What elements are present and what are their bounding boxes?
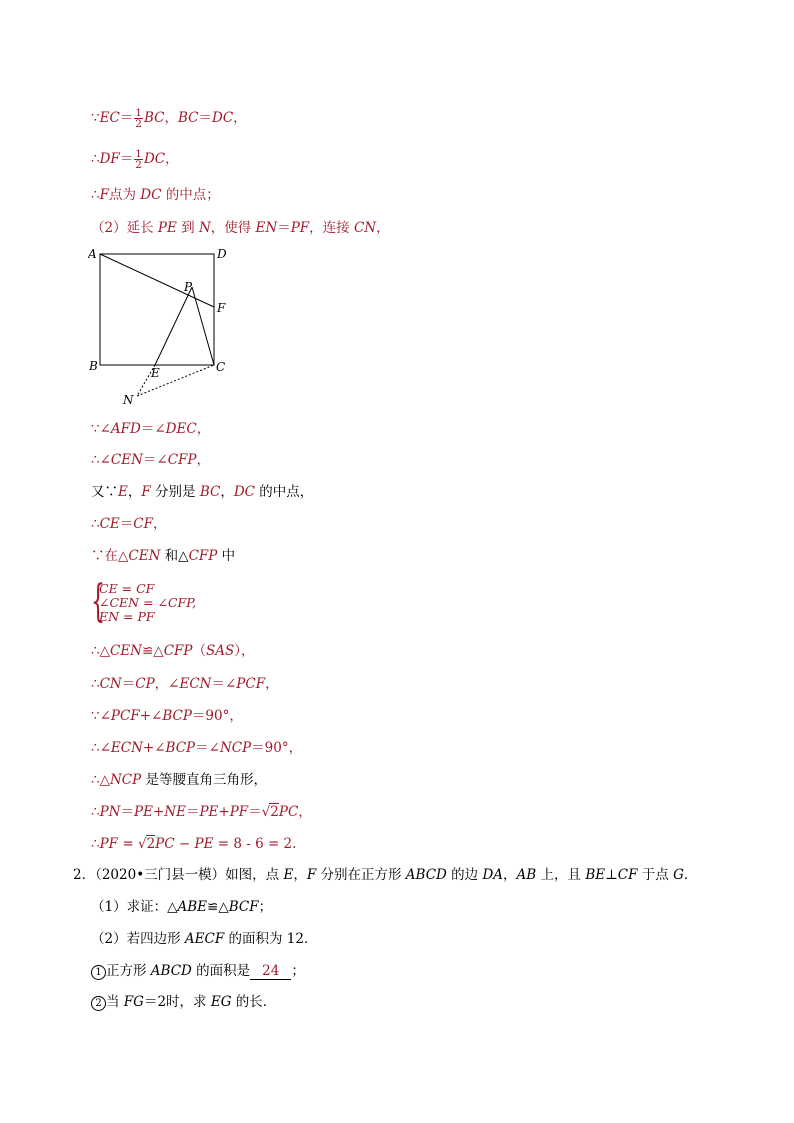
- proof-line-12: ∵∠PCF+∠BCP＝90°，: [91, 708, 243, 724]
- segment-nc-dashed: [137, 365, 214, 396]
- problem-2-subquestion-1: 1 正方形 ABCD 的面积是 24 ；: [91, 963, 305, 980]
- circled-number-2: 2: [91, 996, 106, 1011]
- circled-number-1: 1: [91, 965, 106, 980]
- segment-af: [100, 254, 214, 307]
- proof-line-7: 又∵E，F 分别是 BC，DC 的中点，: [91, 484, 314, 500]
- proof-line-5: ∵∠AFD＝∠DEC，: [91, 421, 211, 437]
- label-c: C: [216, 360, 226, 374]
- proof-line-15: ∴PN＝PE+NE＝PE+PF＝√2PC，: [91, 804, 312, 820]
- problem-2-question-1: （1）求证：△ABE≌△BCF；: [91, 899, 273, 915]
- system-row-2: ∠CEN = ∠CFP,: [99, 595, 197, 610]
- system-row-3: EN = PF: [99, 609, 155, 624]
- problem-2-intro: 2．（2020•三门县一模）如图，点 E，F 分别在正方形 ABCD 的边 DA，AB 上，且 BE⊥CF 于点 G．: [73, 867, 698, 883]
- label-p: P: [184, 280, 193, 294]
- problem-2-question-2: （2）若四边形 AECF 的面积为 12．: [91, 931, 318, 947]
- system-row-1: CE = CF: [99, 581, 155, 596]
- proof-line-2: ∴DF＝ $\frac{1}{2}$ DC，: [91, 148, 179, 171]
- segment-ep: [155, 287, 192, 365]
- label-n: N: [123, 393, 134, 406]
- fraction-one-half: $\frac{1}{2}$: [135, 107, 142, 130]
- proof-line-13: ∴∠ECN+∠BCP＝∠NCP＝90°，: [91, 740, 303, 756]
- therefore-symbol: ∴: [91, 151, 100, 167]
- proof-line-1: ∵EC＝ $\frac{1}{2}$ BC，BC＝DC，: [91, 107, 247, 130]
- label-f: F: [217, 301, 226, 315]
- proof-line-4: （2）延长 PE 到 N，使得 EN＝PF，连接 CN，: [91, 220, 390, 236]
- square-abcd: [100, 254, 214, 365]
- proof-line-14: ∴△NCP 是等腰直角三角形，: [91, 772, 268, 788]
- proof-line-6: ∴∠CEN＝∠CFP，: [91, 452, 210, 468]
- proof-line-8: ∴CE＝CF，: [91, 516, 167, 532]
- geometry-figure: [88, 246, 238, 406]
- proof-line-10: ∴△CEN≌△CFP（SAS），: [91, 643, 255, 659]
- label-b: B: [89, 359, 98, 373]
- proof-line-16: ∴PF = √2PC − PE = 8 - 6 = 2.: [91, 836, 297, 852]
- fraction-one-half: $\frac{1}{2}$: [135, 148, 142, 171]
- because-symbol: ∵: [91, 110, 100, 126]
- label-d: D: [217, 247, 227, 261]
- proof-line-3: ∴F点为 DC 的中点；: [91, 187, 220, 203]
- proof-line-11: ∴CN＝CP，∠ECN＝∠PCF，: [91, 676, 279, 692]
- left-brace: {: [91, 576, 105, 627]
- label-e: E: [151, 366, 160, 380]
- segment-pc: [192, 287, 214, 365]
- problem-2-subquestion-2: 2 当 FG＝2时，求 EG 的长．: [91, 994, 276, 1011]
- sqrt-symbol: √: [261, 804, 271, 820]
- answer-blank: 24: [250, 963, 291, 980]
- label-a: A: [88, 247, 97, 261]
- proof-line-9: ∵在△CEN 和△CFP 中: [91, 548, 236, 564]
- sqrt-symbol: √: [137, 836, 147, 852]
